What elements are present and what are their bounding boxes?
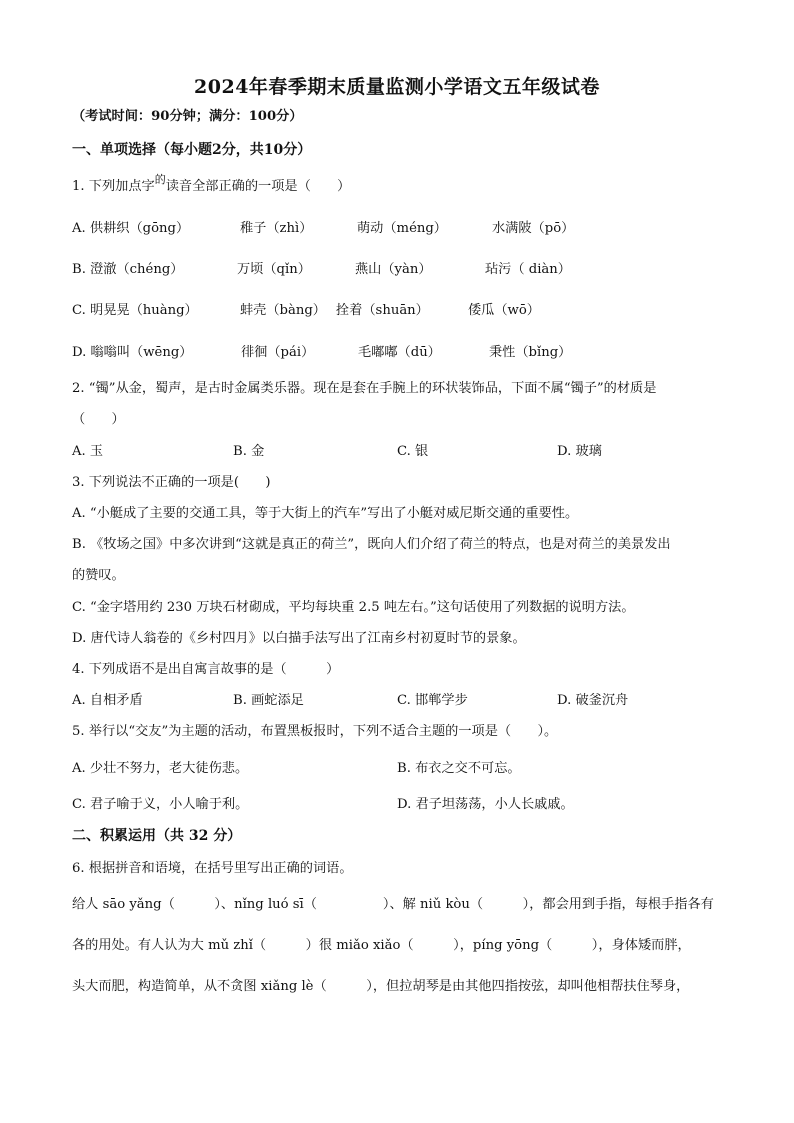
q1-option-a-3: 萌动（méng） [357,221,447,236]
question-6-stem: 6. 根据拼音和语境，在括号里写出正确的词语。 [72,861,353,876]
q5-option-c: C. 君子喻于义，小人喻于利。 [72,797,249,812]
q1-option-d-4: 秉性（bǐng） [489,345,572,360]
question-6-line: 头大而肥，构造简单，从不贪图 xiǎng lè（ ），但拉胡琴是由其他四指按弦，却叫他相帮扶住琴身， [72,979,690,994]
q1-option-d-3: 毛嘟嘟（dū） [358,345,441,360]
q1-option-a-4: 水满陂（pō） [492,221,575,236]
q2-option-d: D. 玻璃 [557,444,602,459]
question-3-stem: 3. 下列说法不正确的一项是( ) [72,475,271,490]
question-2-line-2: （ ） [72,412,125,427]
q1-option-d-1: D. 嗡嗡叫（wēng） [72,345,193,360]
question-6-line: 给人 sāo yǎng（ ）、nǐng luó sī（ ）、解 niǔ kòu（ ），都会用到手指，每根手指各有 [72,897,714,912]
q1-option-b-2: 万顷（qǐn） [237,262,311,277]
section-heading: 二、积累运用（共 32 分） [72,828,242,844]
question-1-stem [72,173,351,196]
q2-option-a: A. 玉 [72,444,104,459]
q1-option-c-1: C. 明晃晃（huàng） [72,303,198,318]
q5-option-d: D. 君子坦荡荡，小人长戚戚。 [397,797,574,812]
question-3-line: B. 《牧场之国》中多次讲到“这就是真正的荷兰”，既向人们介绍了荷兰的特点，也是对荷兰的美景发出 [72,537,671,552]
q1-option-c-3: 拴着（shuān） [336,303,429,318]
question-5-stem: 5. 举行以“交友”为主题的活动，布置黑板报时，下列不适合主题的一项是（ ）。 [72,724,558,739]
q1-option-a-1: A. 供耕织（gōng） [72,221,190,236]
question-3-line: A. “小艇成了主要的交通工具，等于大街上的汽车”写出了小艇对威尼斯交通的重要性。 [72,506,579,521]
question-1-dot-char: 的 [154,173,166,186]
question-3-line: C. “金字塔用约 230 万块石材砌成，平均每块重 2.5 吨左右。”这句话使用了列数据的说明方法。 [72,600,635,615]
question-1-stem-before: 1. 下列加点字 [72,179,155,194]
q5-option-b: B. 布衣之交不可忘。 [397,761,521,776]
q4-option-c: C. 邯郸学步 [397,693,468,708]
q2-option-c: C. 银 [397,444,429,459]
q2-option-b: B. 金 [233,444,265,459]
question-2-line-1: 2. “镯”从金，蜀声，是古时金属类乐器。现在是套在手腕上的环状装饰品，下面不属“镯子”的材质是 [72,381,657,396]
q4-option-b: B. 画蛇添足 [233,693,304,708]
q1-option-b-4: 玷污（ diàn） [485,262,571,277]
q1-option-d-2: 徘徊（pái） [241,345,315,360]
section-heading: 一、单项选择（每小题2分，共10分） [72,142,312,158]
q1-option-b-1: B. 澄澈（chéng） [72,262,184,277]
q4-option-d: D. 破釜沉舟 [557,693,629,708]
question-6-line: 各的用处。有人认为大 mǔ zhǐ（ ）很 miǎo xiǎo（ ），píng yōng（ ），身体矮而胖， [72,938,691,953]
question-1-stem-after: 读音全部正确的一项是（ ） [165,179,351,194]
question-3-line: D. 唐代诗人翁卷的《乡村四月》以白描手法写出了江南乡村初夏时节的景象。 [72,631,526,646]
q1-option-c-2: 蚌壳（bàng） [240,303,326,318]
q5-option-a: A. 少壮不努力，老大徒伤悲。 [72,761,249,776]
q1-option-a-2: 稚子（zhì） [240,221,313,236]
question-3-line: 的赞叹。 [72,568,125,583]
q1-option-b-3: 燕山（yàn） [355,262,432,277]
q1-option-c-4: 倭瓜（wō） [468,303,540,318]
q4-option-a: A. 自相矛盾 [72,693,143,708]
exam-info: （考试时间：90分钟；满分：100分） [72,109,303,124]
page-title: 2024年春季期末质量监测小学语文五年级试卷 [194,76,600,98]
question-4-stem: 4. 下列成语不是出自寓言故事的是（ ） [72,662,340,677]
